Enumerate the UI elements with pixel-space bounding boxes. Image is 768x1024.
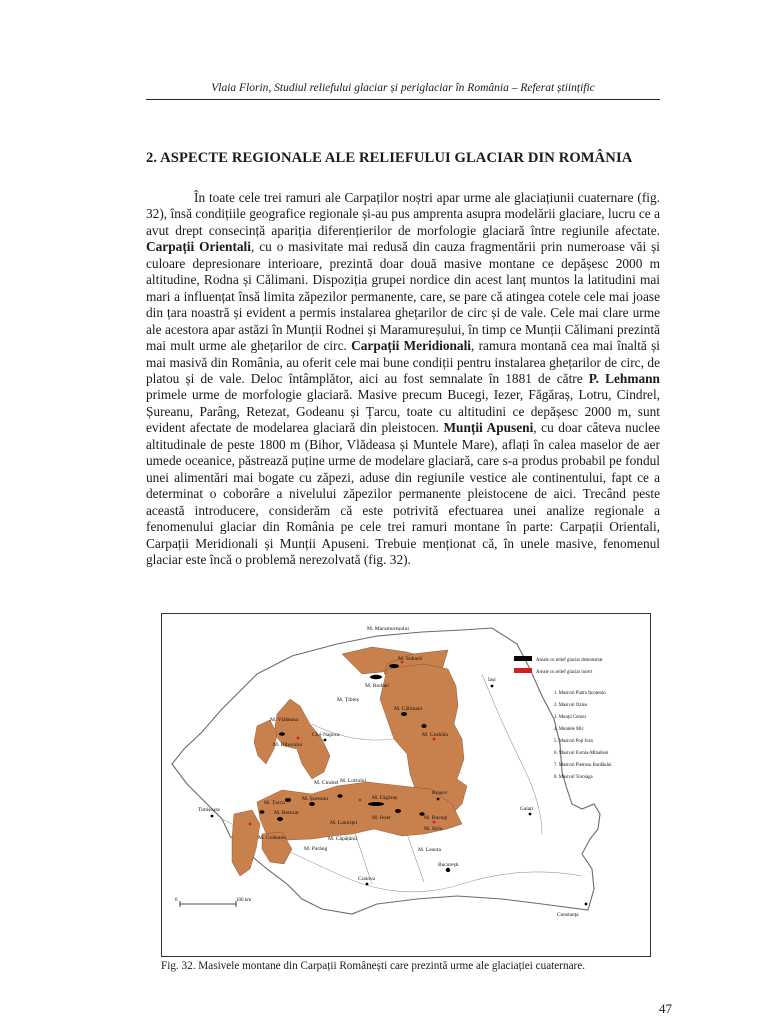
term-carpatii-meridionali: Carpații Meridionali: [351, 338, 472, 354]
label-bihorului: M. Bihorului: [273, 742, 303, 748]
header-rule: [146, 99, 660, 100]
city-bucuresti: București: [438, 862, 459, 868]
label-cindrel: M. Cindrel: [314, 780, 339, 786]
label-rodnei: M. Rodnei: [365, 683, 389, 689]
label-capatanii: M. Căpățânii: [328, 836, 358, 842]
label-maramuresului: M. Maramureșului: [367, 626, 409, 632]
section-title: 2. ASPECTE REGIONALE ALE RELIEFULUI GLACIAR DIN ROMÂNIA: [146, 150, 633, 166]
body-text: [146, 190, 660, 568]
romania-map: [162, 614, 650, 956]
legend-item: 3. Munții Cernei: [554, 715, 586, 720]
label-vladeasa: M. Vlădeasa: [270, 717, 299, 723]
scale-start: 0: [175, 898, 178, 903]
term-p-lehmann: P. Lehmann: [588, 370, 660, 386]
legend-demonstrated: Areale cu relief glaciar demonstrat: [536, 658, 603, 663]
legend-swatch-demonstrated: [514, 656, 532, 661]
apuseni-mountains: [274, 699, 330, 779]
label-bucegi: M. Bucegi: [424, 815, 448, 821]
label-tarcu: M. Țarcu: [264, 800, 285, 806]
legend-item: 4. Muntele Mic: [554, 727, 584, 732]
text-run: , ramura montană cea mai înaltă și mai masivă din România, au oferit cele mai bune condiții pentru instalarea ghețarilor de circ, de platou și de vale. Deloc întâmplător, aici au fost semnalate în 1881 de către: [146, 338, 660, 386]
legend-swatch-uncertain: [514, 668, 532, 673]
label-leaota: M. Leaota: [418, 847, 441, 853]
term-carpatii-orientali: Carpații Orientali: [146, 239, 251, 255]
label-parang: M. Parâng: [304, 846, 328, 852]
scale-end: 100 km: [236, 898, 252, 903]
legend-list: [554, 691, 612, 780]
label-fagaras: M. Făgăraș: [372, 795, 398, 801]
label-lotrului: M. Lotrului: [340, 778, 367, 784]
legend-item: 7. Masivul Pietrosu Bardãului: [554, 763, 612, 768]
city-timisoara: Timișoara: [198, 807, 220, 813]
label-calimani: M. Călimani: [394, 706, 423, 712]
legend-item: 1. Masivul Piatra Ițcoșenio: [554, 691, 606, 696]
figure-caption: Fig. 32. Masivele montane din Carpații Românești care prezintă urme ale glaciației cuaternare.: [161, 960, 586, 972]
label-latoritei: M. Latoriței: [330, 820, 358, 826]
legend-uncertain: Areale cu relief glaciar incert: [536, 670, 593, 675]
label-ceahlau: M. Ceahlău: [422, 732, 449, 738]
label-tibles: M. Țibleș: [337, 697, 359, 703]
running-header: Vlaia Florin, Studiul reliefului glaciar și periglaciar în România – Referat științific: [211, 82, 595, 94]
text-run: În toate cele trei ramuri ale Carpaților noștri apar urme ale glaciațiunii cuaternare (fig. 32), însă condițiile geografice regionale și-au pus amprenta asupra modelării glaciare, lucru ce a avut drept consecință apariția diferențierilor de morfologie glaciară între regiunile afectate.: [146, 190, 660, 238]
label-suhard: M. Suhard: [398, 656, 422, 662]
legend-item: 8. Masivul Toroiaga: [554, 775, 593, 780]
legend-item: 5. Masivul Pop Ivan: [554, 739, 593, 744]
label-sureanu: M. Șureanu: [302, 796, 329, 802]
city-brasov: Brașov: [432, 790, 448, 796]
label-retezat: M. Retezat: [274, 810, 299, 816]
figure-32-map: [161, 613, 651, 957]
text-run: primele urme de morfologie glaciară. Masive precum Bucegi, Iezer, Făgăraș, Lotru, Cindrel, Șureanu, Parâng, Retezat, Godeanu și Țarcu, toate cu altitudini ce depășesc 2000 m, sunt evident afectate de modelarea glaciară din pleistocen.: [146, 387, 660, 436]
text-run: , cu doar câteva nuclee altitudinale de peste 1800 m (Bihor, Vlădeasa și Muntele Mare), aflați în calea maselor de aer umede oceanice, păstrează puține urme de modelare glaciară, care s-a produs probabil pe fondul unei alimentări mai bogate cu zăpezi, aduse din regiunile vestice ale continentului, fapt ce a determinat o coborâre a nivelului zăpezilor permanente pleistocene de aici. Trecând peste această introducere, considerăm că este potrivită efectuarea unei analize regionale a fenomenului glaciar din România pe cele trei ramuri montane în parte: Carpații Orientali, Carpații Meridionali și Munții Apuseni. Trebuie menționat că, în unele masive, fenomenul glaciar este încă o problemă nerezolvată (fig. 32).: [146, 420, 660, 567]
page-number: 47: [659, 1001, 672, 1016]
city-galati: Galați: [520, 806, 534, 812]
paragraph: [146, 190, 660, 568]
city-constanta: Constanța: [557, 912, 579, 918]
legend-item: 6. Masivul Furnia-Mihaileni: [554, 751, 609, 756]
label-godeanu: M. Godeanu: [258, 835, 286, 841]
text-run: , cu o masivitate mai redusă din cauza fragmentării prin numeroase văi și culoare depresionare interioare, prezintă doar două masive montane ce depășesc 2000 m altitudine, Rodna și Călimani. Dispoziția grupei nordice din acest lanț muntos la latitudini mai mari a influențat însă limita zăpezilor permanente, care, se pare că atingea cotele cele mai joase din țara noastră și evident a permis instalarea ghețarilor de circ și de vale. Cele mai clare urme ale acestora apar astăzi în Munții Rodnei și Maramureșului, în timp ce Munții Călimani prezintă mai mult urme ale ghețarilor de circ.: [146, 239, 660, 354]
city-craiova: Craiova: [358, 876, 376, 882]
city-cluj: Cluj-Napoca: [312, 732, 340, 738]
label-iezer: M. Iezer: [372, 815, 391, 821]
term-muntii-apuseni: Munții Apuseni: [443, 420, 534, 436]
label-siriu: M. Siriu: [424, 826, 443, 832]
southern-carpathians: [232, 810, 260, 876]
legend-item: 2. Masivul Ozlea: [554, 703, 587, 708]
city-iasi: Iași: [488, 677, 496, 683]
